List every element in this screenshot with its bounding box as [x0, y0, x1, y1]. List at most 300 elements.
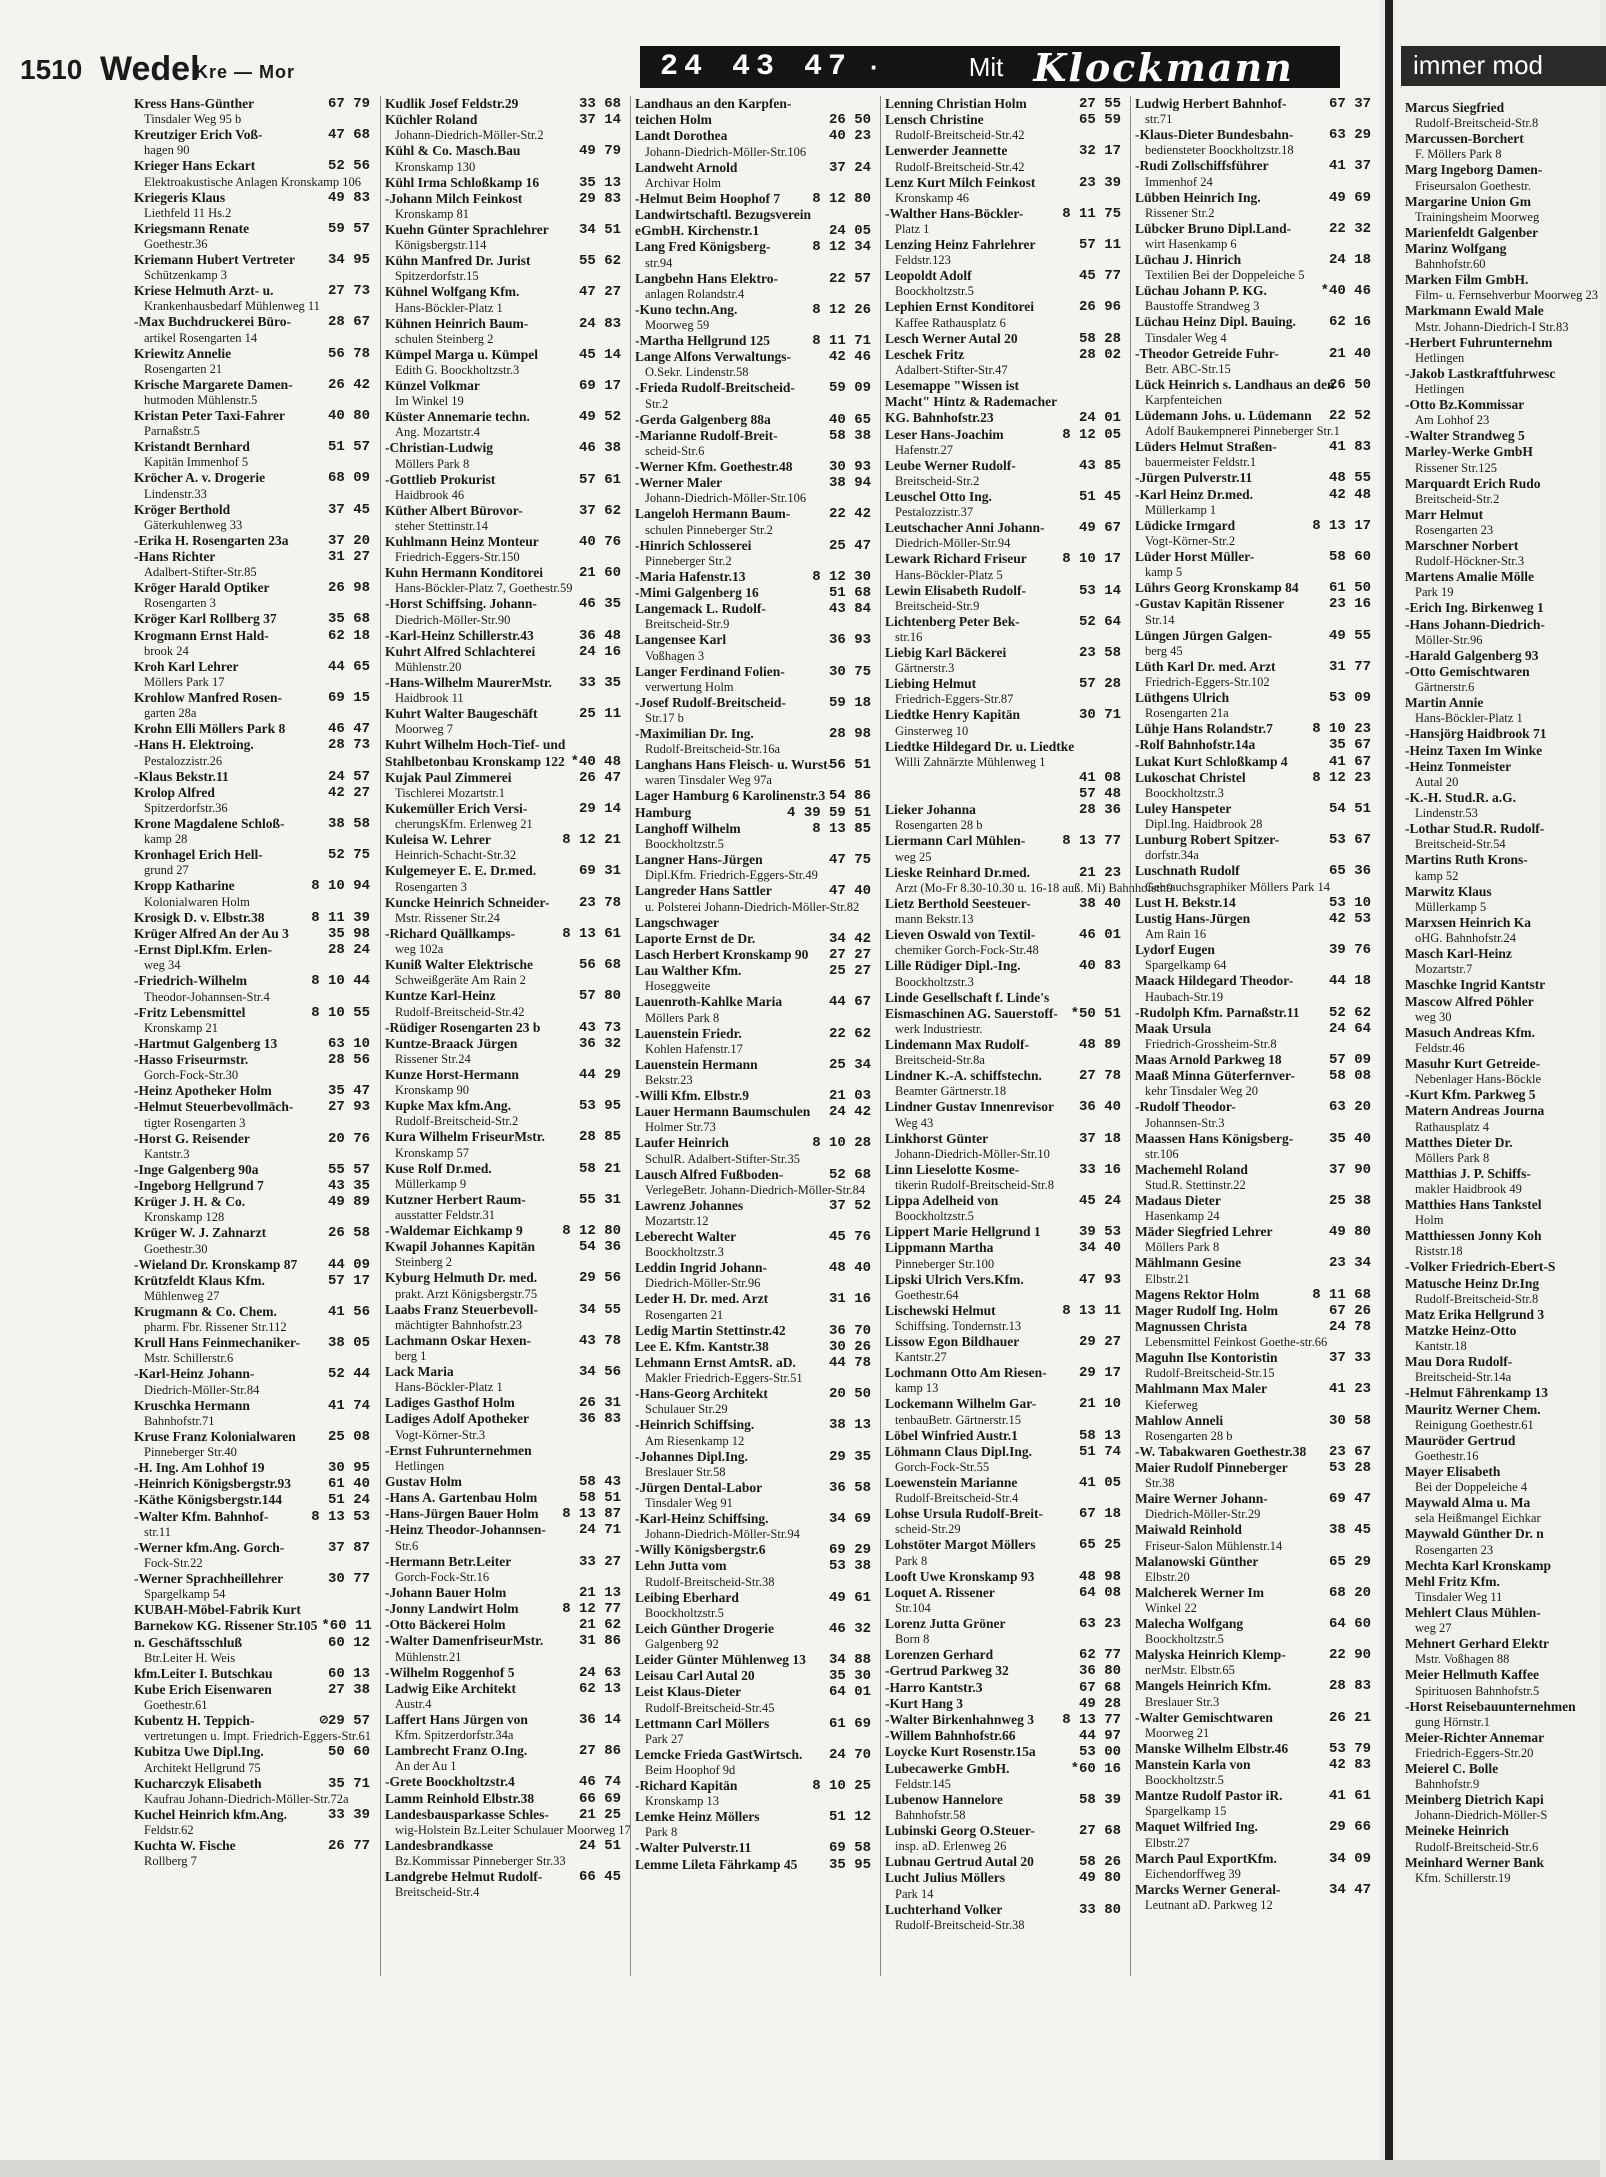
entry-name: -Marianne Rudolf-Breit-: [635, 427, 778, 443]
entry-address: Müllerkamp 5: [1415, 899, 1487, 914]
entry-address: mann Bekstr.13: [895, 912, 974, 927]
entry-address: Str.38: [1145, 1476, 1175, 1491]
directory-entry: [631, 1449, 873, 1480]
entry-address: Rosengarten 23: [1415, 523, 1494, 538]
directory-entry: [381, 1681, 623, 1712]
entry-name: Kupke Max kfm.Ang.: [385, 1098, 512, 1114]
entry-address: Betr. ABC-Str.15: [1145, 361, 1231, 376]
entry-row: [130, 377, 372, 393]
entry-row: [1131, 221, 1373, 237]
entry-phone: 67 68: [1078, 1679, 1121, 1696]
entry-address: Mstr. Voßhagen 88: [1415, 1652, 1510, 1667]
entry-name: Langer Ferdinand Folien-: [635, 663, 785, 679]
entry-name: Meier Hellmuth Kaffee: [1405, 1667, 1539, 1683]
entry-phone: 58 51: [578, 1489, 621, 1506]
entry-row: [381, 988, 623, 1004]
entry-row: [631, 805, 873, 821]
directory-entry: [631, 475, 873, 506]
entry-row: [1131, 1788, 1373, 1804]
directory-entry: [130, 190, 372, 221]
entry-phone: 41 67: [1328, 753, 1371, 770]
entry-address: verwertung Holm: [645, 679, 734, 694]
entry-phone: 46 47: [327, 721, 370, 738]
entry-address: Rissener Str.2: [1145, 205, 1215, 220]
entry-name: Marcussen-Borchert: [1405, 131, 1524, 147]
entry-name: Leser Hans-Joachim: [885, 426, 1004, 442]
entry-address: Rudolf-Breitscheid-Str.38: [895, 1917, 1025, 1932]
entry-address: kamp 28: [144, 832, 188, 847]
directory-entry: [130, 252, 372, 283]
entry-row: [881, 299, 1123, 315]
entry-address: Schützenkamp 3: [144, 268, 227, 283]
directory-entry: [881, 378, 1123, 394]
directory-entry: [381, 770, 623, 801]
entry-name: Kuniß Walter Elektrische: [385, 957, 534, 973]
entry-row: [1401, 1792, 1601, 1808]
entry-name: Landwirtschaftl. Bezugsverein: [635, 207, 811, 223]
entry-address: tikerin Rudolf-Breitscheid-Str.8: [895, 1177, 1055, 1192]
entry-name: Lieske Reinhard Dr.med.: [885, 864, 1031, 880]
page-gutter: [1385, 0, 1393, 2177]
directory-entry: [1401, 241, 1601, 272]
entry-row: [1131, 1678, 1373, 1694]
entry-name: Lensch Christine: [885, 112, 984, 128]
directory-entry: [1401, 1103, 1601, 1134]
entry-row: [881, 1475, 1123, 1491]
entry-phone: 58 60: [1328, 549, 1371, 566]
entry-address: werk Industriestr.: [895, 1021, 983, 1036]
entry-row: [1401, 1464, 1601, 1480]
entry-name: Langensee Karl: [635, 632, 727, 648]
entry-name: -Grete Boockholtzstr.4: [385, 1774, 515, 1790]
entry-address: Rudolf-Breitscheid-Str.6: [1415, 1839, 1539, 1854]
directory-entry: [631, 788, 873, 804]
entry-address: Kronskamp 81: [395, 207, 469, 222]
directory-entry: [881, 1224, 1123, 1240]
entry-name: Lachmann Oskar Hexen-: [385, 1332, 532, 1348]
entry-name: Kress Hans-Günther: [134, 96, 255, 111]
entry-address: Feldstr.62: [144, 1823, 194, 1837]
entry-row: [381, 596, 623, 612]
directory-entry: [381, 1223, 623, 1239]
entry-phone: 38 40: [1078, 895, 1121, 912]
entry-name: Maschke Ingrid Kantstr: [1405, 977, 1546, 993]
entry-name: Krugmann & Co. Chem.: [134, 1303, 277, 1319]
entry-name: Kutzner Herbert Raum-: [385, 1191, 526, 1207]
directory-entry: [130, 1257, 372, 1273]
entry-phone: 27 38: [327, 1681, 370, 1698]
entry-name: -Rüdiger Rosengarten 23 b: [385, 1019, 541, 1035]
entry-row: [881, 347, 1123, 363]
entry-row: [1131, 408, 1373, 424]
entry-name: Leich Günther Drogerie: [635, 1620, 774, 1636]
entry-row: [130, 1366, 372, 1382]
entry-name: -Otto Gemischtwaren: [1405, 664, 1530, 680]
entry-row: [631, 664, 873, 680]
entry-name: Lietz Berthold Seesteuer-: [885, 895, 1031, 911]
entry-phone: 58 08: [1328, 1068, 1371, 1085]
entry-row: [881, 1224, 1123, 1240]
entry-address: Friedrich-Eggers-Str.150: [395, 550, 520, 565]
entry-address: Rudolf-Breitscheid-Str.2: [395, 1114, 519, 1129]
entry-row: [1401, 162, 1601, 178]
entry-row: [881, 1006, 1123, 1022]
entry-phone: 44 18: [1328, 973, 1371, 990]
directory-entry: [1131, 549, 1373, 580]
entry-phone: 40 23: [828, 128, 871, 145]
entry-address: Vogt-Körner-Str.2: [1145, 534, 1236, 549]
entry-name: Luley Hanspeter: [1135, 801, 1232, 817]
entry-row: [1401, 476, 1601, 492]
entry-row: [631, 128, 873, 144]
entry-address: Breitscheid-Str.8a: [895, 1053, 985, 1068]
entry-name: eGmbH. Kirchenstr.1: [635, 223, 760, 239]
directory-entry: [631, 1229, 873, 1260]
entry-name: Leschek Fritz: [885, 346, 965, 362]
entry-row: [881, 927, 1123, 943]
entry-name: Kuhrt Alfred Schlachterei: [385, 643, 536, 659]
entry-name: Macht" Hintz & Rademacher: [885, 394, 1058, 410]
entry-row: [1401, 1323, 1601, 1339]
directory-entry: [1131, 346, 1373, 377]
entry-name: Laabs Franz Steuerbevoll-: [385, 1301, 538, 1317]
entry-address: Fock-Str.22: [144, 1555, 203, 1570]
directory-entry: [130, 1036, 372, 1052]
entry-phone: 60 13: [327, 1665, 370, 1682]
directory-entry: [1131, 314, 1373, 345]
entry-address: Park 19: [1415, 585, 1454, 600]
directory-entry: [631, 1135, 873, 1166]
entry-row: [1131, 770, 1373, 786]
entry-phone: 46 01: [1078, 927, 1121, 944]
entry-address: Pestalozzistr.26: [144, 753, 223, 768]
entry-address: Nebenlager Hans-Böckle: [1415, 1072, 1541, 1087]
directory-entry: [1401, 1526, 1601, 1557]
directory-entry: [631, 1668, 873, 1684]
entry-row: [1131, 973, 1373, 989]
entry-phone: 29 83: [578, 190, 621, 207]
directory-entry: [130, 1225, 372, 1256]
directory-entry: [1131, 1052, 1373, 1068]
directory-entry: [130, 973, 372, 1004]
entry-name: Eismaschinen AG. Sauerstoff-: [885, 1005, 1058, 1021]
entry-address: Gärtnerstr.3: [895, 661, 955, 676]
banner-brand-logo: Klockmann: [1033, 44, 1294, 90]
directory-entry: [881, 770, 1123, 786]
entry-name: Kröger Karl Rollberg 37: [134, 611, 277, 627]
entry-name: Lieker Johanna: [885, 802, 976, 818]
entry-phone: 55 31: [578, 1191, 621, 1208]
entry-address: Tinsdaler Weg 95 b: [144, 112, 242, 127]
entry-phone: 21 60: [578, 565, 621, 582]
entry-row: [381, 863, 623, 879]
entry-name: -Klaus-Dieter Bundesbahn-: [1135, 127, 1294, 143]
entry-phone: 53 38: [828, 1558, 871, 1575]
entry-name: -Max Buchdruckerei Büro-: [134, 314, 291, 330]
entry-name: Lüthgens Ulrich: [1135, 690, 1230, 706]
entry-phone: 65 25: [1078, 1537, 1121, 1554]
entry-address: scheid-Str.29: [895, 1522, 961, 1537]
entry-name: Marcus Siegfried: [1405, 100, 1505, 115]
entry-phone: 35 95: [828, 1856, 871, 1873]
directory-entry: [1131, 408, 1373, 439]
entry-address: tigter Rosengarten 3: [144, 1115, 246, 1130]
entry-row: [1401, 225, 1601, 241]
directory-entry: [1401, 194, 1601, 225]
entry-row: [881, 1647, 1123, 1663]
entry-row: [881, 1902, 1123, 1918]
directory-entry: [1401, 1025, 1601, 1056]
entry-phone: 48 40: [828, 1260, 871, 1277]
entry-row: [631, 1558, 873, 1574]
entry-name: Leibing Eberhard: [635, 1589, 739, 1605]
directory-entry: [381, 1192, 623, 1223]
entry-row: [381, 96, 623, 112]
entry-name: Lindner Gustav Innenrevisor: [885, 1099, 1055, 1115]
entry-row: [631, 585, 873, 601]
entry-phone: 26 31: [578, 1395, 621, 1412]
entry-name: Lippa Adelheid von: [885, 1192, 999, 1208]
entry-address: Mstr. Rissener Str.24: [395, 910, 500, 925]
entry-address: pharm. Fbr. Rissener Str.112: [144, 1320, 287, 1335]
entry-name: -Gerda Galgenberg 88a: [635, 411, 771, 427]
directory-entry: [381, 143, 623, 174]
entry-phone: 44 29: [578, 1066, 621, 1083]
entry-row: [1401, 617, 1601, 633]
entry-row: [1401, 1259, 1601, 1275]
entry-phone: 68 09: [327, 470, 370, 487]
entry-phone: 25 27: [828, 963, 871, 980]
directory-entry: [381, 347, 623, 378]
entry-row: [130, 190, 372, 206]
directory-entry: [1401, 1495, 1601, 1526]
entry-row: [381, 1333, 623, 1349]
directory-entry: [1401, 538, 1601, 569]
directory-entry: [631, 412, 873, 428]
entry-phone: 45 76: [828, 1228, 871, 1245]
directory-entry: [381, 1712, 623, 1743]
entry-row: [1401, 1855, 1601, 1871]
entry-row: [130, 1257, 372, 1273]
entry-name: Lucht Julius Möllers: [885, 1870, 1006, 1886]
entry-name: Lüdemann Johs. u. Lüdemann: [1135, 408, 1312, 424]
directory-entry: [130, 1083, 372, 1099]
entry-phone: 30 71: [1078, 707, 1121, 724]
entry-row: [1401, 790, 1601, 806]
entry-phone: 43 84: [828, 601, 871, 618]
entry-address: kamp 13: [895, 1381, 939, 1396]
entry-name: Matusche Heinz Dr.Ing: [1405, 1275, 1540, 1291]
directory-entry: [130, 1335, 372, 1366]
entry-row: [1131, 1131, 1373, 1147]
entry-address: oHG. Bahnhofstr.24: [1415, 931, 1517, 946]
entry-address: Pinneberger Str.40: [144, 1444, 237, 1459]
entry-name: Lehmann Ernst AmtsR. aD.: [635, 1354, 796, 1370]
directory-entry: [1131, 1710, 1373, 1741]
entry-name: -Harald Galgenberg 93: [1405, 647, 1539, 663]
entry-row: [130, 816, 372, 832]
entry-row: [1401, 241, 1601, 257]
entry-phone: 28 02: [1078, 346, 1121, 363]
entry-address: Breitscheid-Str.54: [1415, 837, 1506, 852]
directory-entry: [381, 801, 623, 832]
entry-name: -Karl-Heinz Schillerstr.43: [385, 627, 534, 643]
entry-row: [881, 1444, 1123, 1460]
entry-row: [1131, 1350, 1373, 1366]
entry-name: -W. Tabakwaren Goethestr.38: [1135, 1443, 1307, 1459]
entry-name: Kulgemeyer E. E. Dr.med.: [385, 863, 537, 879]
entry-phone: 47 93: [1078, 1271, 1121, 1288]
entry-address: makler Haidbrook 49: [1415, 1181, 1522, 1196]
directory-entry: [1131, 895, 1373, 911]
directory-entry: [130, 1099, 372, 1130]
entry-phone: 30 95: [327, 1459, 370, 1476]
entry-row: [381, 1617, 623, 1633]
entry-phone: 49 79: [578, 143, 621, 160]
entry-name: -Johann Milch Feinkost: [385, 190, 523, 206]
entry-name: -Helmut Fährenkamp 13: [1405, 1385, 1549, 1401]
entry-row: [1131, 1710, 1373, 1726]
entry-phone: 38 05: [327, 1335, 370, 1352]
entry-name: -Maria Hafenstr.13: [635, 568, 746, 584]
entry-name: n. Geschäftsschluß: [134, 1634, 243, 1650]
entry-phone: 46 38: [578, 440, 621, 457]
directory-entry: [130, 1162, 372, 1178]
entry-name: -Erich Ing. Birkenweg 1: [1405, 600, 1544, 616]
entry-row: [381, 1807, 623, 1823]
directory-entry: [1131, 487, 1373, 518]
directory-entry: [631, 1339, 873, 1355]
entry-row: [881, 614, 1123, 630]
directory-entry: [1401, 1087, 1601, 1103]
entry-name: Lenzing Heinz Fahrlehrer: [885, 237, 1036, 253]
entry-name: Matthias J. P. Schiffs-: [1405, 1165, 1531, 1181]
entry-name: Lewin Elisabeth Rudolf-: [885, 582, 1027, 598]
directory-entry: [1131, 1287, 1373, 1303]
directory-entry: [381, 1601, 623, 1617]
entry-row: [631, 569, 873, 585]
entry-address: Str.2: [645, 396, 669, 411]
entry-name: -Heinz Taxen Im Winke: [1405, 742, 1543, 758]
entry-name: Mäder Siegfried Lehrer: [1135, 1224, 1273, 1240]
directory-entry: [1401, 648, 1601, 664]
entry-row: [1131, 832, 1373, 848]
entry-phone: 34 95: [327, 252, 370, 269]
entry-name: Lang Fred Königsberg-: [635, 239, 771, 255]
entry-name: -Herbert Fuhrunternehm: [1405, 334, 1553, 350]
entry-row: [881, 1854, 1123, 1870]
entry-name: Lau Walther Kfm.: [635, 963, 742, 979]
directory-entry: [1401, 1636, 1601, 1667]
entry-phone: 63 10: [327, 1035, 370, 1052]
directory-entry: [381, 1585, 623, 1601]
entry-phone: 51 45: [1078, 489, 1121, 506]
entry-row: [130, 346, 372, 362]
entry-phone: 31 86: [578, 1633, 621, 1650]
entry-name: Lüder Horst Müller-: [1135, 549, 1255, 565]
entry-address: Spirituosen Bahnhofstr.5: [1415, 1683, 1540, 1698]
entry-phone: 8 13 85: [812, 820, 871, 837]
entry-row: [631, 191, 873, 207]
entry-phone: 29 66: [1328, 1819, 1371, 1836]
entry-phone: 35 30: [828, 1668, 871, 1685]
entry-name: Krüger W. J. Zahnarzt: [134, 1225, 267, 1241]
entry-row: [381, 1774, 623, 1790]
directory-entry: [881, 958, 1123, 989]
directory-entry: [130, 346, 372, 377]
entry-row: [130, 1807, 372, 1823]
entry-phone: 68 20: [1328, 1584, 1371, 1601]
entry-phone: 8 12 05: [1062, 426, 1121, 443]
entry-row: [1401, 1636, 1601, 1652]
entry-phone: 58 13: [1078, 1427, 1121, 1444]
entry-row: [1131, 1554, 1373, 1570]
directory-entry: [631, 1026, 873, 1057]
entry-name: Malecha Wolfgang: [1135, 1615, 1244, 1631]
entry-name: -Hans Richter: [134, 549, 216, 565]
entry-name: -Johann Bauer Holm: [385, 1584, 507, 1600]
entry-row: [130, 221, 372, 237]
entry-row: [881, 1428, 1123, 1444]
directory-entry: [1131, 721, 1373, 737]
directory-entry: [631, 585, 873, 601]
entry-phone: 51 12: [828, 1809, 871, 1826]
entry-name: Lohse Ursula Rudolf-Breit-: [885, 1506, 1044, 1522]
entry-name: -Inge Galgenberg 90a: [134, 1161, 259, 1177]
directory-entry: [881, 645, 1123, 676]
entry-phone: 34 55: [578, 1301, 621, 1318]
entry-row: [631, 1778, 873, 1794]
directory-entry: [1401, 743, 1601, 759]
entry-row: [130, 1099, 372, 1115]
entry-name: Küchler Roland: [385, 112, 478, 128]
entry-phone: 23 67: [1328, 1443, 1371, 1460]
entry-phone: 35 47: [327, 1083, 370, 1100]
entry-row: [1131, 1741, 1373, 1757]
entry-address: Architekt Hellgrund 75: [144, 1760, 261, 1775]
entry-name: Stahlbetonbau Kronskamp 122: [385, 753, 565, 769]
entry-address: str.11: [144, 1524, 171, 1539]
entry-name: Machemehl Roland: [1135, 1161, 1248, 1177]
entry-name: Krohn Elli Möllers Park 8: [134, 721, 286, 737]
entry-name: Lambrecht Franz O.Ing.: [385, 1743, 528, 1759]
entry-row: [631, 1857, 873, 1873]
entry-name: Landgrebe Helmut Rudolf-: [385, 1869, 543, 1885]
entry-address: Möllers Park 8: [1145, 1240, 1220, 1255]
directory-entry: [130, 1131, 372, 1162]
entry-row: [130, 628, 372, 644]
entry-address: Pinneberger Str.100: [895, 1256, 995, 1271]
entry-address: Rudolf-Breitscheid-Str.8: [1415, 116, 1539, 131]
entry-address: Möllers Park 8: [645, 1010, 720, 1025]
entry-row: [1131, 439, 1373, 455]
directory-entry: [130, 502, 372, 533]
entry-phone: 8 13 77: [1062, 1711, 1121, 1728]
entry-phone: 39 53: [1078, 1224, 1121, 1241]
entry-address: prakt. Arzt Königsbergstr.75: [395, 1286, 538, 1301]
entry-address: Johann-Diedrich-Möller-Str.10: [895, 1146, 1050, 1161]
entry-row: [130, 1666, 372, 1682]
entry-phone: 26 98: [327, 580, 370, 597]
entry-row: [130, 1682, 372, 1698]
directory-entry: [1131, 1491, 1373, 1522]
entry-name: Kühn Manfred Dr. Jurist: [385, 253, 531, 269]
entry-name: Lephien Ernst Konditorei: [885, 299, 1035, 315]
entry-address: Diedrich-Möller-Str.96: [645, 1276, 761, 1291]
directory-entry: [381, 1806, 631, 1838]
entry-row: [381, 957, 623, 973]
entry-address: SchulR. Adalbert-Stifter-Str.35: [645, 1151, 800, 1166]
